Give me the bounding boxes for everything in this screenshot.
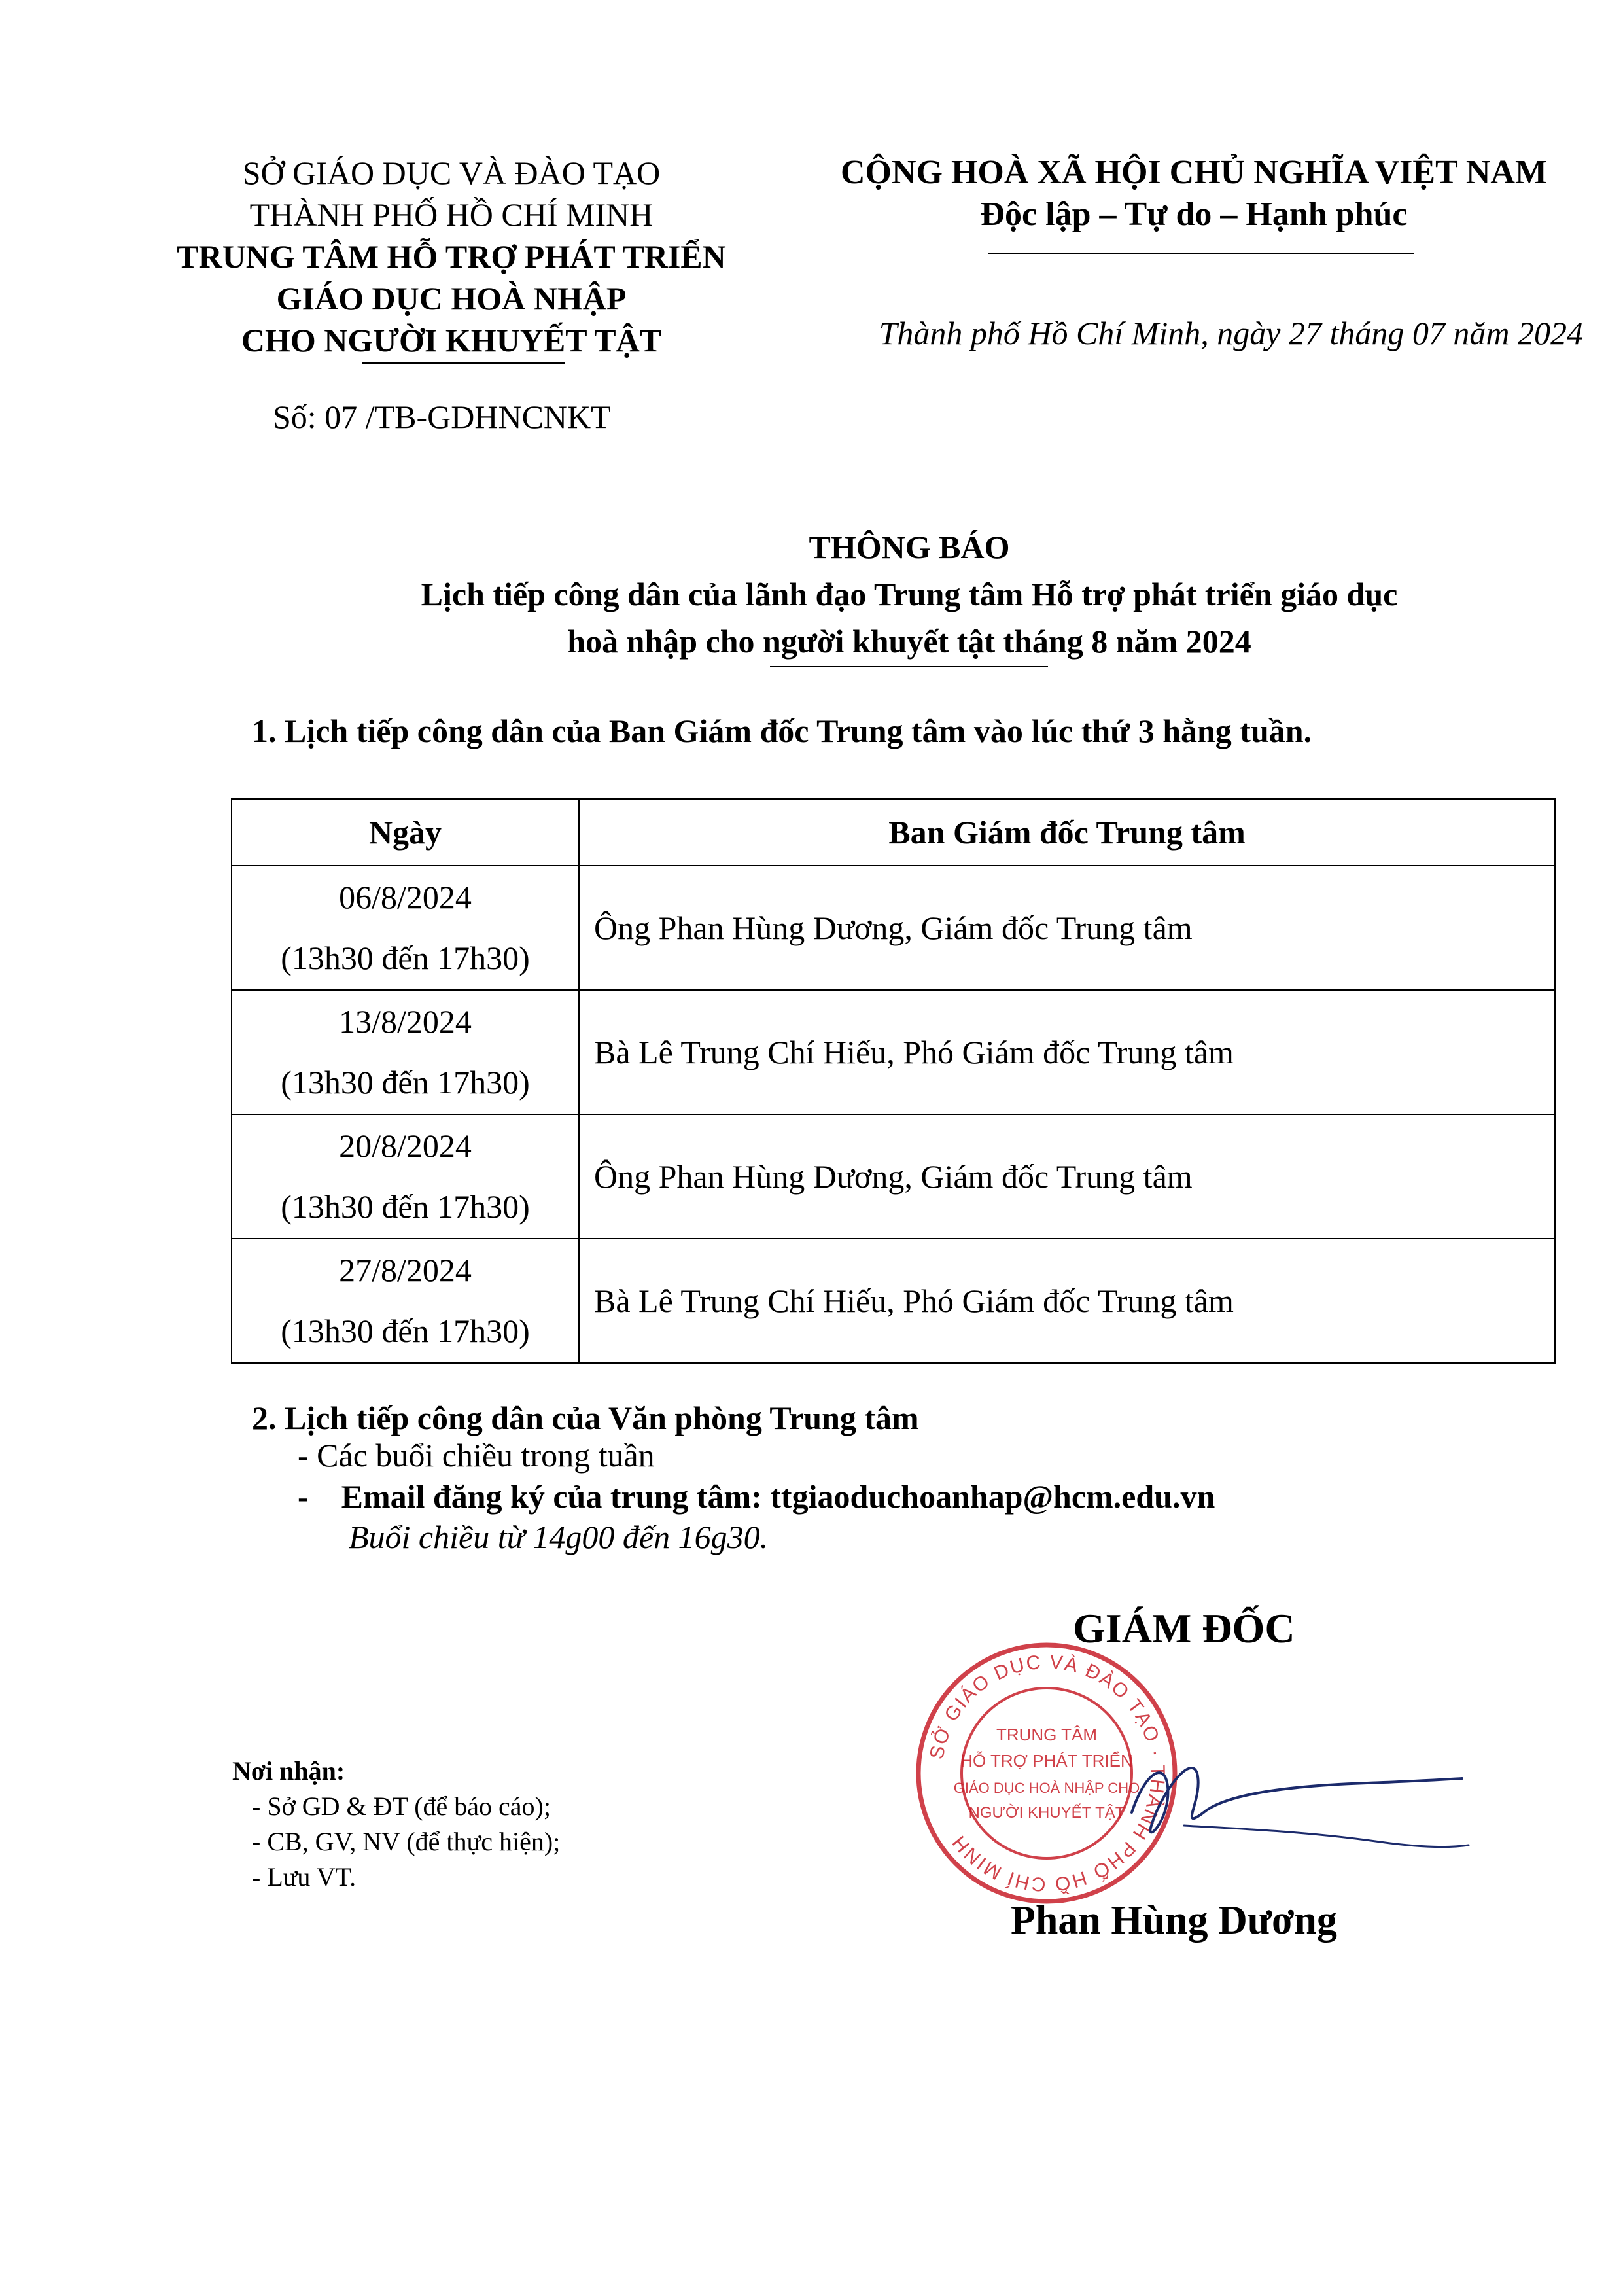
date-value: 20/8/2024 (339, 1127, 472, 1164)
stamp-inner-2: HỖ TRỢ PHÁT TRIỂN (960, 1751, 1133, 1771)
signer-name: Phan Hùng Dương (1011, 1898, 1337, 1943)
notice-title-block (288, 523, 1531, 665)
table-row (232, 990, 1555, 1114)
title-underline (770, 666, 1048, 667)
bullet-hours: Buổi chiều từ 14g00 đến 16g30. (349, 1519, 769, 1555)
date-value: 06/8/2024 (339, 879, 472, 915)
date-value: 27/8/2024 (339, 1252, 472, 1288)
bullet-email (298, 1477, 1215, 1515)
person-cell: Bà Lê Trung Chí Hiếu, Phó Giám đốc Trung tâm (579, 990, 1555, 1114)
stamp-inner-4: NGƯỜI KHUYẾT TẬT (968, 1804, 1125, 1822)
bullet-afternoons: - Các buổi chiều trong tuần (298, 1437, 655, 1474)
motto-underline (988, 253, 1414, 254)
date-cell (232, 866, 579, 990)
handwritten-signature (1106, 1714, 1472, 1884)
date-cell (232, 1239, 579, 1363)
header-date: Ngày (232, 799, 579, 866)
date-cell (232, 1114, 579, 1239)
date-line: Thành phố Hồ Chí Minh, ngày 27 tháng 07 năm 2024 (879, 315, 1583, 351)
table-header-row (232, 799, 1555, 866)
country-name: CỘNG HOÀ XÃ HỘI CHỦ NGHĨA VIỆT NAM (840, 154, 1548, 191)
time-value: (13h30 đến 17h30) (281, 1188, 530, 1225)
recipient-item: - Sở GD & ĐT (để báo cáo); (252, 1792, 551, 1821)
table-row (232, 1239, 1555, 1363)
agency-line-4: GIÁO DỤC HOÀ NHẬP (276, 280, 627, 317)
agency-underline (362, 362, 565, 364)
time-value: (13h30 đến 17h30) (281, 1313, 530, 1349)
schedule-table (231, 798, 1556, 1364)
time-value: (13h30 đến 17h30) (281, 940, 530, 976)
recipients-label: Nơi nhận: (232, 1756, 345, 1786)
table-row (232, 1114, 1555, 1239)
stamp-inner-3: GIÁO DỤC HOÀ NHẬP CHO (953, 1780, 1140, 1796)
signer-title: GIÁM ĐỐC (1073, 1605, 1295, 1651)
agency-line-1: SỞ GIÁO DỤC VÀ ĐÀO TẠO (242, 154, 661, 191)
agency-line-5: CHO NGƯỜI KHUYẾT TẬT (241, 322, 662, 359)
agency-line-2: THÀNH PHỐ HỒ CHÍ MINH (249, 196, 654, 233)
email-label: - Email đăng ký của trung tâm: (298, 1478, 771, 1515)
issuing-agency-block (124, 152, 778, 361)
date-cell (232, 990, 579, 1114)
stamp-ring-text: SỞ GIÁO DỤC VÀ ĐÀO TẠO · THÀNH PHỐ HỒ CHÍ MINH (926, 1651, 1169, 1896)
email-address[interactable]: ttgiaoduchoanhap@hcm.edu.vn (770, 1478, 1215, 1515)
agency-line-3: TRUNG TÂM HỖ TRỢ PHÁT TRIỂN (177, 238, 726, 275)
national-motto-block (805, 152, 1583, 236)
notice-subtitle-1: Lịch tiếp công dân của lãnh đạo Trung tâm Hỗ trợ phát triển giáo dục (421, 576, 1398, 612)
section-2-heading: 2. Lịch tiếp công dân của Văn phòng Trung tâm (252, 1400, 919, 1436)
date-value: 13/8/2024 (339, 1003, 472, 1040)
time-value: (13h30 đến 17h30) (281, 1064, 530, 1101)
notice-title: THÔNG BÁO (809, 529, 1010, 565)
person-cell: Ông Phan Hùng Dương, Giám đốc Trung tâm (579, 866, 1555, 990)
document-number: Số: 07 /TB-GDHNCNKT (273, 398, 611, 435)
section-1-heading: 1. Lịch tiếp công dân của Ban Giám đốc Trung tâm vào lúc thứ 3 hằng tuần. (252, 713, 1312, 749)
header-board: Ban Giám đốc Trung tâm (579, 799, 1555, 866)
person-cell: Bà Lê Trung Chí Hiếu, Phó Giám đốc Trung tâm (579, 1239, 1555, 1363)
stamp-inner-1: TRUNG TÂM (996, 1725, 1098, 1744)
motto: Độc lập – Tự do – Hạnh phúc (980, 196, 1408, 233)
recipients-block (232, 1754, 560, 1895)
notice-subtitle-2: hoà nhập cho người khuyết tật tháng 8 năm 2024 (567, 623, 1251, 660)
recipient-item: - CB, GV, NV (để thực hiện); (252, 1827, 561, 1856)
person-cell: Ông Phan Hùng Dương, Giám đốc Trung tâm (579, 1114, 1555, 1239)
recipient-item: - Lưu VT. (252, 1862, 357, 1892)
table-row (232, 866, 1555, 990)
